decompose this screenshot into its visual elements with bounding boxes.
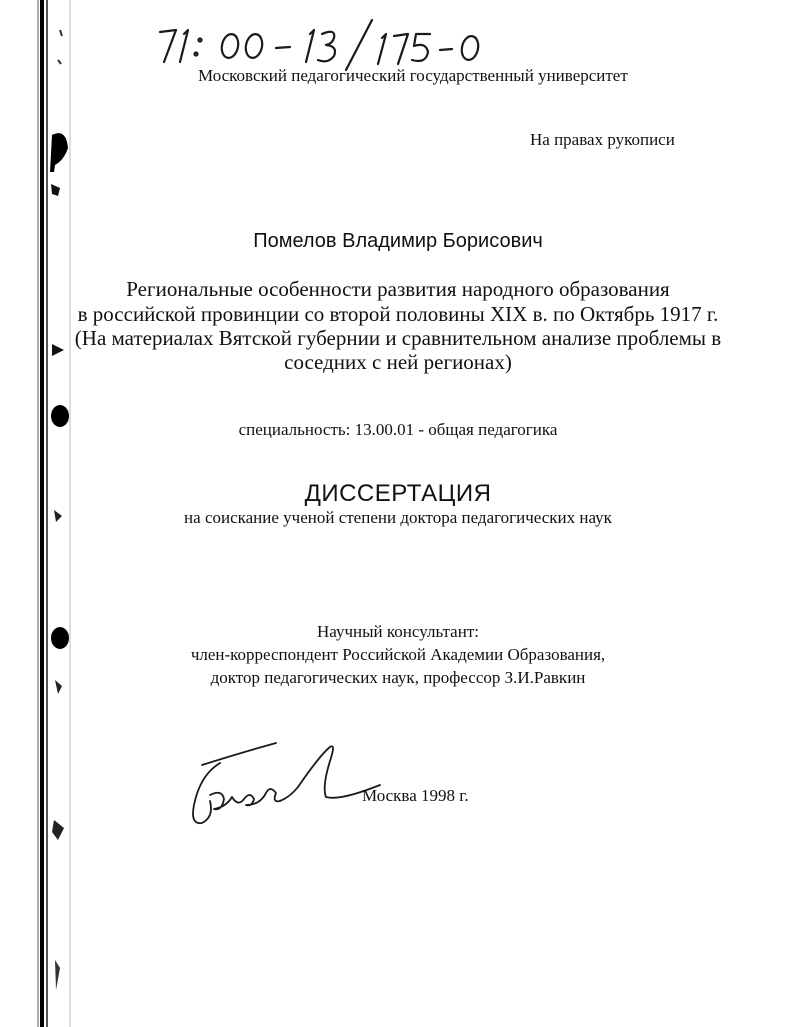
title-line: соседних с ней регионах) <box>284 350 512 374</box>
university-name: Московский педагогический государственный университет <box>198 66 628 85</box>
consultant-label: Научный консультант: <box>317 622 479 641</box>
consultant-title: член-корреспондент Российской Академии Образования, <box>190 645 606 664</box>
place-and-year: Москва 1998 г. <box>362 786 469 805</box>
handwritten-archive-number <box>150 14 520 74</box>
title-line: в российской провинции со второй половины XIX в. по Октябрь 1917 г. <box>77 302 719 326</box>
title-line: Региональные особенности развития народного образования <box>126 277 670 301</box>
author-name: Помелов Владимир Борисович <box>253 230 543 252</box>
manuscript-rights-note: На правах рукописи <box>530 130 675 149</box>
consultant-degree-name: доктор педагогических наук, профессор З.И.Равкин <box>210 668 586 687</box>
specialty: специальность: 13.00.01 - общая педагогика <box>238 420 558 439</box>
title-line: (На материалах Вятской губернии и сравнительном анализе проблемы в <box>74 326 722 350</box>
work-type-heading: ДИССЕРТАЦИЯ <box>304 480 492 507</box>
degree-line: на соискание ученой степени доктора педагогических наук <box>184 508 612 527</box>
author-signature <box>180 735 390 835</box>
